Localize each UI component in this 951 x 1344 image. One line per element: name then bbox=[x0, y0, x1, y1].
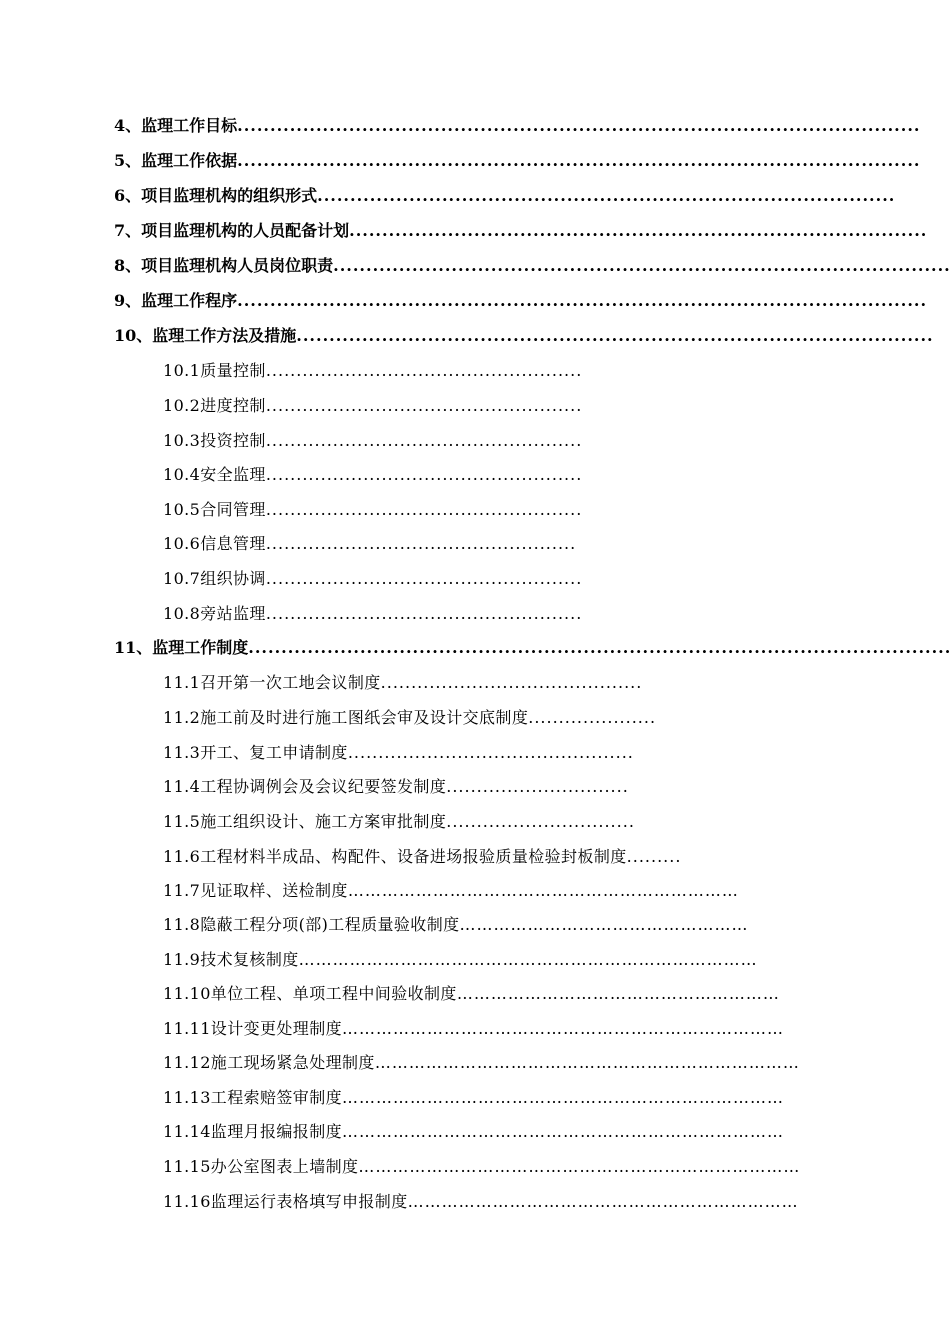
toc-entry-leader: ........................................................................................................ bbox=[237, 116, 921, 135]
toc-entry-leader: …………………………………………………………… bbox=[407, 1192, 799, 1211]
toc-entry-title: 10.5合同管理 bbox=[163, 500, 266, 519]
toc-entry[interactable] bbox=[163, 1189, 809, 1215]
toc-entry-leader: …………………………………………………………………… bbox=[358, 1157, 801, 1176]
toc-entry-leader: .................................................... bbox=[265, 361, 583, 380]
toc-entry-title: 9、监理工作程序 bbox=[114, 291, 238, 310]
toc-entry-leader: …………………………………………………………… bbox=[347, 881, 739, 900]
toc-entry[interactable] bbox=[114, 218, 928, 244]
toc-entry-leader: ......... bbox=[626, 847, 682, 866]
toc-entry-title: 10.3投资控制 bbox=[163, 431, 266, 450]
toc-entry[interactable] bbox=[114, 148, 921, 174]
toc-entry-leader: …………………………………………… bbox=[459, 915, 749, 934]
toc-entry[interactable] bbox=[114, 183, 896, 209]
toc-entry-title: 11.4工程协调例会及会议纪要签发制度 bbox=[163, 777, 447, 796]
toc-entry[interactable] bbox=[163, 566, 787, 592]
toc-entry[interactable] bbox=[163, 947, 800, 973]
toc-entry-leader: .................................................... bbox=[265, 431, 583, 450]
toc-entry-leader: .................................................... bbox=[265, 396, 583, 415]
toc-entry-leader: .............................................................................................. bbox=[333, 256, 951, 275]
toc-entry[interactable] bbox=[163, 393, 787, 419]
toc-entry-title: 4、监理工作目标 bbox=[114, 116, 238, 135]
toc-entry-leader: ………………………………………………………………… bbox=[374, 1053, 800, 1072]
toc-entry-leader: ............................................... bbox=[347, 743, 634, 762]
toc-entry-title: 11.12施工现场紧急处理制度 bbox=[163, 1053, 375, 1072]
toc-entry[interactable] bbox=[114, 113, 921, 139]
toc-entry-leader: ........................................................................................................... bbox=[248, 638, 951, 657]
toc-entry[interactable] bbox=[163, 497, 787, 523]
toc-entry-leader: …………………………………………………………………… bbox=[342, 1122, 785, 1141]
toc-entry-title: 11.9技术复核制度 bbox=[163, 950, 299, 969]
toc-entry[interactable] bbox=[163, 740, 797, 766]
toc-entry[interactable] bbox=[163, 912, 800, 938]
toc-entry[interactable] bbox=[163, 809, 797, 835]
toc-entry[interactable] bbox=[163, 1154, 809, 1180]
toc-entry[interactable] bbox=[163, 705, 797, 731]
toc-entry-title: 10.6信息管理 bbox=[163, 534, 266, 553]
toc-entry[interactable] bbox=[114, 288, 928, 314]
toc-entry-title: 11.7见证取样、送检制度 bbox=[163, 881, 348, 900]
toc-entry[interactable] bbox=[163, 1050, 809, 1076]
toc-entry[interactable] bbox=[163, 358, 787, 384]
toc-entry-title: 10.1质量控制 bbox=[163, 361, 266, 380]
toc-entry-title: 11.8隐蔽工程分项(部)工程质量验收制度 bbox=[163, 915, 460, 934]
toc-entry[interactable] bbox=[163, 1016, 809, 1042]
toc-entry-leader: .................................................... bbox=[265, 500, 583, 519]
toc-entry-title: 5、监理工作依据 bbox=[114, 151, 238, 170]
toc-entry-leader: …………………………………………………………………… bbox=[342, 1019, 785, 1038]
toc-entry-title: 7、项目监理机构的人员配备计划 bbox=[114, 221, 350, 240]
toc-entry-title: 8、项目监理机构人员岗位职责 bbox=[114, 256, 334, 275]
toc-entry-title: 11.10单位工程、单项工程中间验收制度 bbox=[163, 984, 457, 1003]
toc-entry-leader: ........................................................................................................ bbox=[237, 151, 921, 170]
toc-entry-leader: …………………………………………………………………… bbox=[342, 1088, 785, 1107]
toc-entry-leader: ……………………………………………………………………… bbox=[298, 950, 758, 969]
toc-entry-title: 11、监理工作制度 bbox=[114, 638, 249, 657]
toc-entry[interactable] bbox=[163, 531, 787, 557]
toc-entry[interactable] bbox=[163, 1119, 809, 1145]
toc-entry-title: 11.5施工组织设计、施工方案审批制度 bbox=[163, 812, 447, 831]
toc-entry-title: 11.15办公室图表上墙制度 bbox=[163, 1157, 359, 1176]
toc-entry[interactable] bbox=[163, 428, 787, 454]
toc-entry-leader: .................................................... bbox=[265, 604, 583, 623]
toc-entry-leader: ........................................................................................ bbox=[349, 221, 928, 240]
toc-entry[interactable] bbox=[163, 844, 797, 870]
toc-entry-leader: ………………………………………………… bbox=[456, 984, 780, 1003]
toc-entry-title: 11.2施工前及时进行施工图纸会审及设计交底制度 bbox=[163, 708, 529, 727]
toc-entry[interactable] bbox=[163, 774, 797, 800]
toc-entry-leader: ................................................... bbox=[265, 534, 577, 553]
toc-entry-title: 10.2进度控制 bbox=[163, 396, 266, 415]
toc-entry[interactable] bbox=[163, 1085, 809, 1111]
toc-entry-title: 11.1召开第一次工地会议制度 bbox=[163, 673, 381, 692]
toc-entry[interactable] bbox=[163, 601, 787, 627]
toc-entry-title: 11.11设计变更处理制度 bbox=[163, 1019, 343, 1038]
toc-entry-leader: ................................................................................................. bbox=[296, 326, 934, 345]
toc-entry-leader: ......................................................................................................... bbox=[237, 291, 928, 310]
toc-entry-title: 11.6工程材料半成品、构配件、设备进场报验质量检验封板制度 bbox=[163, 847, 627, 866]
toc-entry-title: 11.13工程索赔签审制度 bbox=[163, 1088, 343, 1107]
toc-entry-title: 6、项目监理机构的组织形式 bbox=[114, 186, 318, 205]
toc-entry[interactable] bbox=[163, 462, 787, 488]
toc-entry-title: 11.3开工、复工申请制度 bbox=[163, 743, 348, 762]
toc-entry-leader: .................................................... bbox=[265, 569, 583, 588]
toc-entry-title: 11.14监理月报编报制度 bbox=[163, 1122, 343, 1141]
toc-entry-title: 11.16监理运行表格填写申报制度 bbox=[163, 1192, 408, 1211]
toc-entry[interactable] bbox=[163, 878, 800, 904]
toc-entry[interactable] bbox=[114, 253, 951, 279]
toc-entry[interactable] bbox=[114, 635, 951, 661]
toc-entry-leader: ............................... bbox=[446, 812, 635, 831]
toc-entry-leader: .................................................... bbox=[265, 465, 583, 484]
toc-entry-leader: ........................................................................................ bbox=[317, 186, 896, 205]
toc-entry-leader: ........................................... bbox=[380, 673, 643, 692]
toc-entry[interactable] bbox=[163, 981, 809, 1007]
toc-entry-leader: .............................. bbox=[446, 777, 629, 796]
toc-entry[interactable] bbox=[114, 323, 934, 349]
toc-entry-title: 10、监理工作方法及措施 bbox=[114, 326, 297, 345]
toc-entry-title: 10.7组织协调 bbox=[163, 569, 266, 588]
toc-entry[interactable] bbox=[163, 670, 797, 696]
toc-entry-leader: ..................... bbox=[528, 708, 657, 727]
toc-entry-title: 10.4安全监理 bbox=[163, 465, 266, 484]
toc-entry-title: 10.8旁站监理 bbox=[163, 604, 266, 623]
